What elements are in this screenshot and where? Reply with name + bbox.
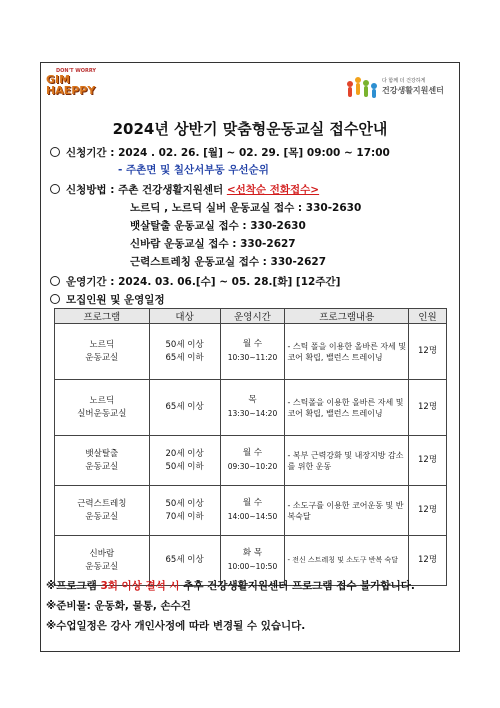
time-cell: 화 목 10:00~10:50 (220, 536, 285, 586)
method-label: 신청방법 : (66, 184, 115, 196)
period-value: 2024 . 02. 26. [월] ~ 02. 29. [목] 09:00 ~ 17:00 (118, 147, 390, 159)
table-row (55, 380, 447, 436)
bullet-icon (50, 184, 60, 194)
logo-tagline: DON'T WORRY (55, 68, 97, 74)
content-cell: - 스틱 폴을 이용한 올바른 자세 및 코어 확립, 밸런스 트레이닝 (285, 324, 409, 380)
time-cell: 월 수 09:30~10:20 (220, 436, 285, 486)
recruit-heading: 모집인원 및 운영일정 (66, 294, 165, 306)
table-row (55, 486, 447, 536)
content-cell: - 소도구를 이용한 코어운동 및 반복숙달 (285, 486, 409, 536)
count-cell: 12명 (409, 536, 447, 586)
count-cell: 12명 (409, 436, 447, 486)
method-row (50, 182, 319, 197)
header-count: 인원 (409, 309, 447, 324)
period-label: 신청기간 : (66, 147, 115, 159)
count-cell: 12명 (409, 380, 447, 436)
content-cell: - 전신 스트레칭 및 소도구 반복 숙달 (285, 536, 409, 586)
target-cell: 50세 이상 70세 이하 (149, 486, 220, 536)
operation-value: 2024. 03. 06.[수] ~ 05. 28.[화] [12주간] (118, 276, 341, 288)
recruit-row (50, 292, 165, 307)
program-cell: 근력스트레칭 운동교실 (55, 486, 150, 536)
gimhae-logo (46, 68, 136, 108)
bullet-icon (50, 147, 60, 157)
method-line: 근력스트레칭 운동교실 접수 : 330-2627 (130, 256, 327, 268)
program-cell: 노르딕 실버운동교실 (55, 380, 150, 436)
method-line: 신바람 운동교실 접수 : 330-2627 (130, 238, 296, 250)
program-cell: 노르딕 운동교실 (55, 324, 150, 380)
logo-right-tagline: 다 함께 더 건강하게 (382, 78, 426, 84)
health-center-logo (344, 74, 460, 102)
people-icon (344, 74, 378, 100)
table-row (55, 324, 447, 380)
time-cell: 월 수 10:30~11:20 (220, 324, 285, 380)
time-cell: 목 13:30~14:20 (220, 380, 285, 436)
content-cell: - 스틱폴을 이용한 올바른 자세 및 코어 확립, 밸런스 트레이닝 (285, 380, 409, 436)
schedule-table (54, 308, 447, 586)
program-cell: 신바람 운동교실 (55, 536, 150, 586)
note-supplies: ※준비물: 운동화, 물통, 손수건 (46, 600, 191, 612)
method-line: 뱃살탈출 운동교실 접수 : 330-2630 (130, 220, 306, 232)
table-row (55, 436, 447, 486)
header-target: 대상 (149, 309, 220, 324)
header-program: 프로그램 (55, 309, 150, 324)
logo-brand-1: GIM (46, 73, 71, 86)
logo-brand-2: HAEPPY (46, 84, 96, 97)
count-cell: 12명 (409, 486, 447, 536)
content-cell: - 복부 근력강화 및 내장지방 감소를 위한 운동 (285, 436, 409, 486)
header-time: 운영시간 (220, 309, 285, 324)
count-cell: 12명 (409, 324, 447, 380)
method-line: 노르딕 , 노르딕 실버 운동교실 접수 : 330-2630 (130, 202, 362, 214)
period-row (50, 145, 390, 160)
operation-row (50, 274, 340, 289)
note-schedule-change: ※수업일정은 강사 개인사정에 따라 변경될 수 있습니다. (46, 620, 306, 632)
target-cell: 20세 이상 50세 이하 (149, 436, 220, 486)
logo-right-name: 건강생활지원센터 (382, 86, 444, 95)
method-highlight: <선착순 전화접수> (226, 184, 320, 196)
time-cell: 월 수 14:00~14:50 (220, 486, 285, 536)
table-header-row (55, 309, 447, 324)
period-note: - 주촌면 및 칠산서부동 우선순위 (118, 164, 269, 176)
bullet-icon (50, 294, 60, 304)
program-cell: 뱃살탈출 운동교실 (55, 436, 150, 486)
target-cell: 65세 이상 (149, 536, 220, 586)
page-title: 2024년 상반기 맞춤형운동교실 접수안내 (112, 120, 388, 138)
bullet-icon (50, 276, 60, 286)
method-value: 주촌 건강생활지원센터 (118, 184, 227, 196)
target-cell: 65세 이상 (149, 380, 220, 436)
note-absence: ※프로그램 3회 이상 결석 시 추후 건강생활지원센터 프로그램 접수 불가합니다. (46, 580, 415, 592)
target-cell: 50세 이상 65세 이하 (149, 324, 220, 380)
header-content: 프로그램내용 (285, 309, 409, 324)
operation-label: 운영기간 : (66, 276, 115, 288)
